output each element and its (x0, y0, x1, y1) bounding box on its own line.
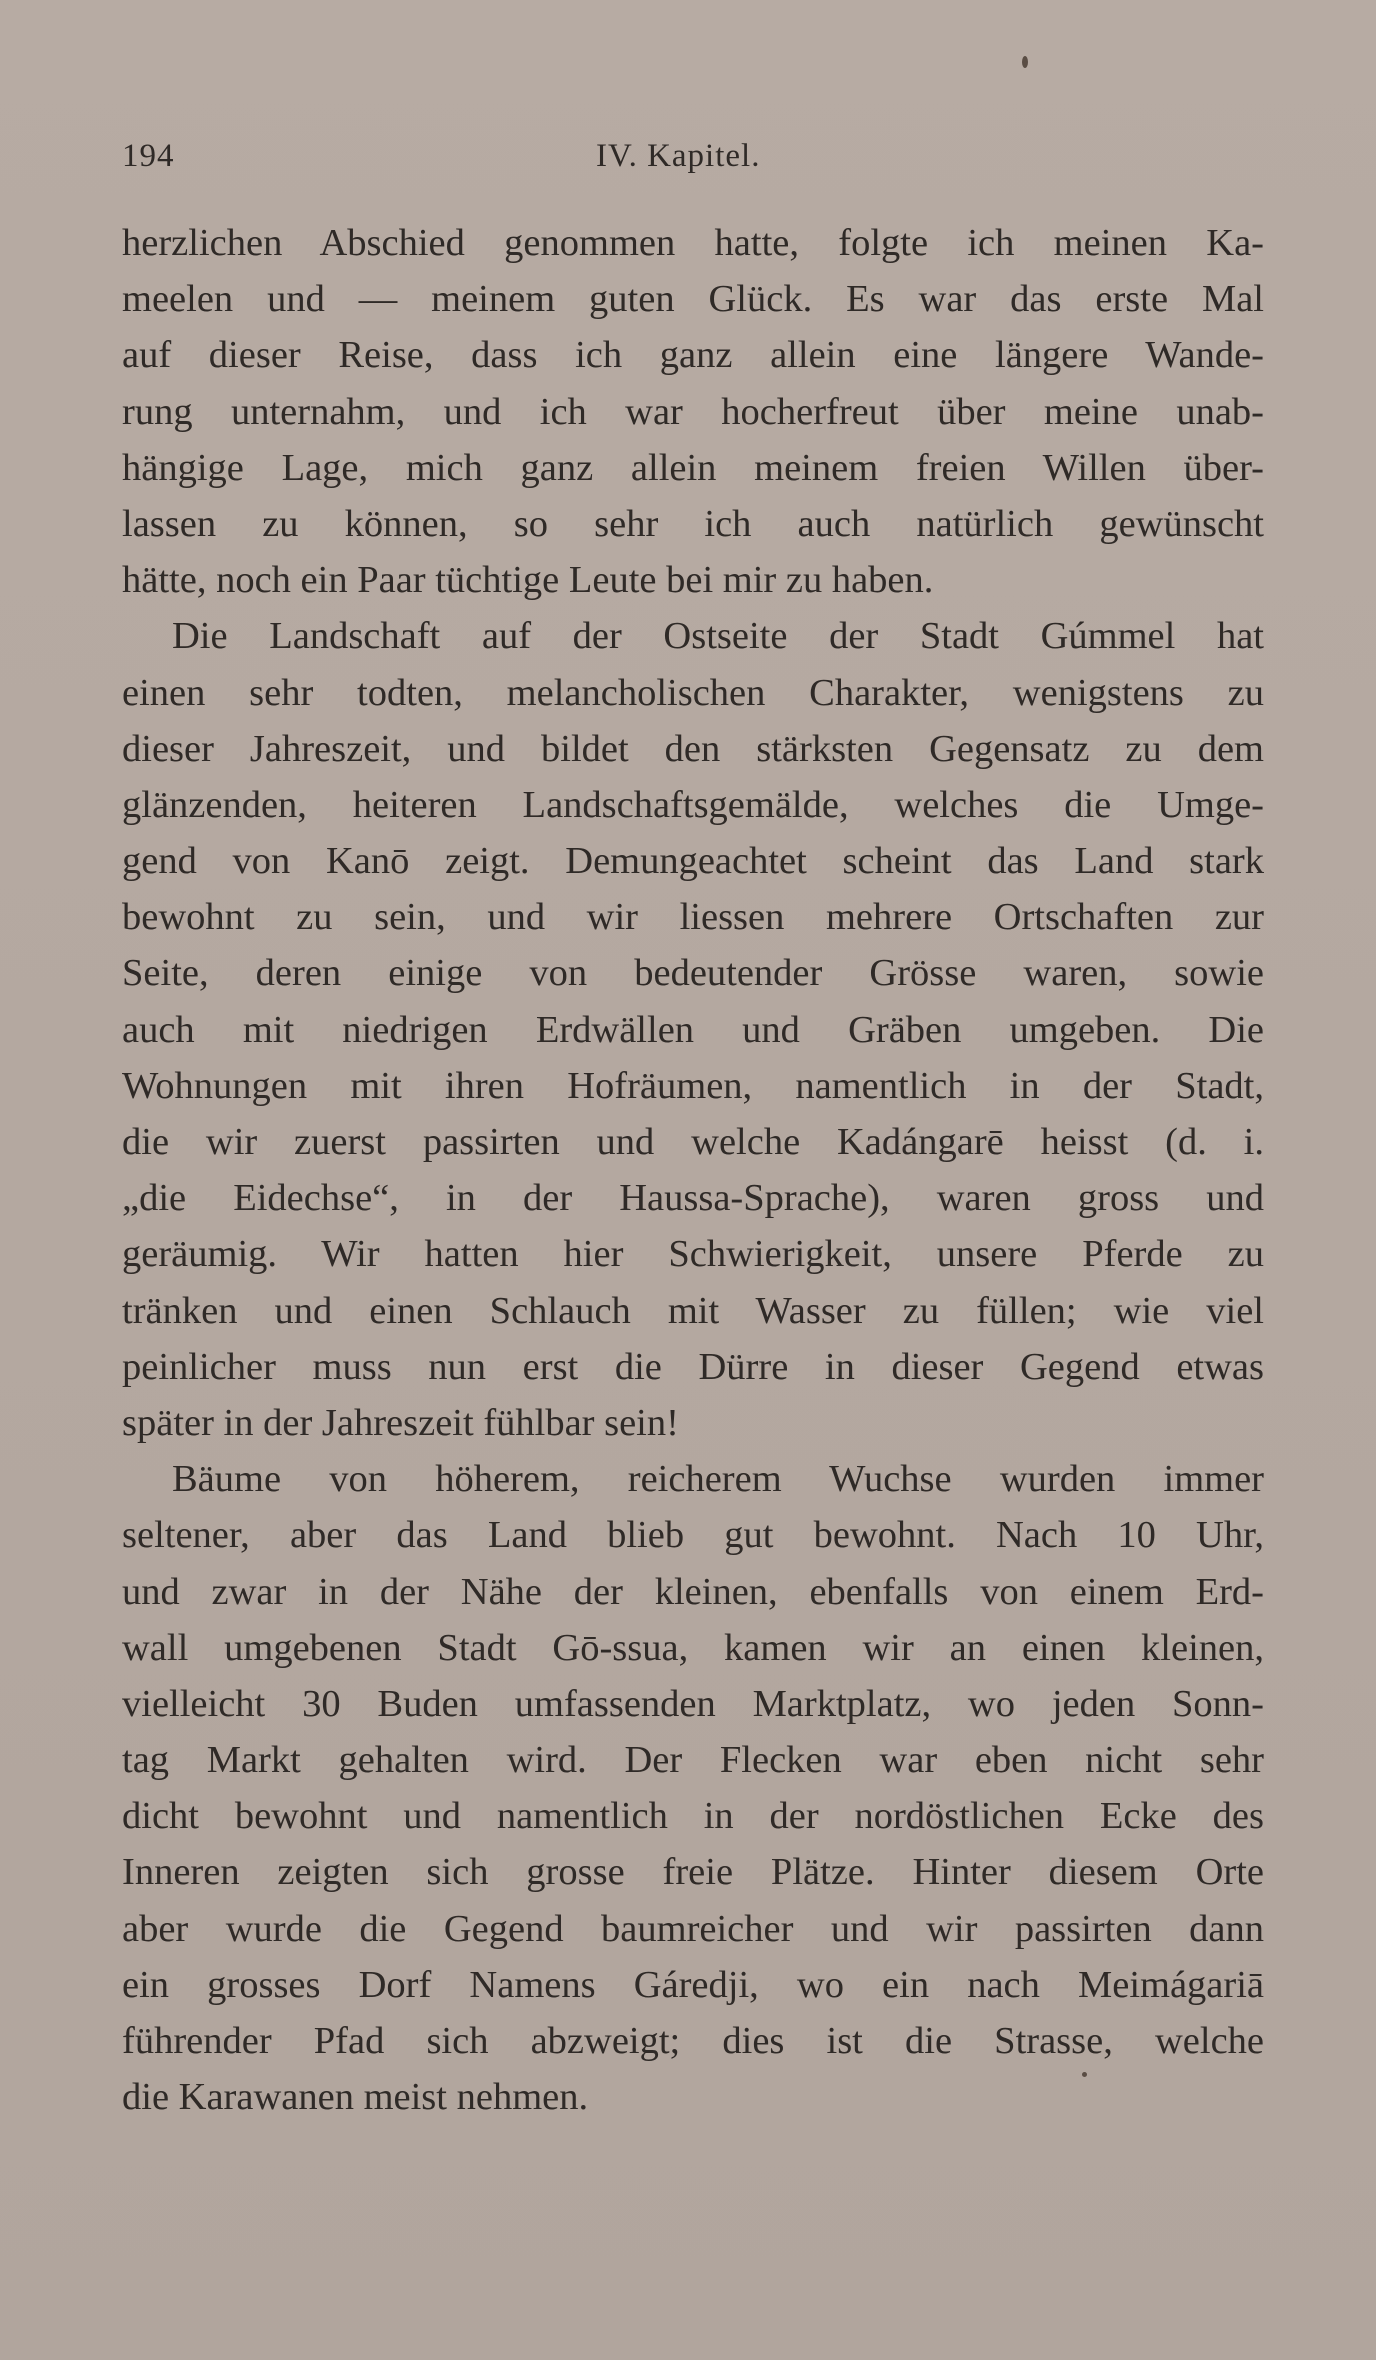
text-line: bewohnt zu sein, und wir liessen mehrere Ortschaften zur (122, 896, 1264, 939)
running-head: IV. Kapitel. (596, 138, 761, 174)
text-line: rung unternahm, und ich war hocherfreut über meine unab- (122, 390, 1264, 433)
text-line: seltener, aber das Land blieb gut bewohnt. Nach 10 Uhr, (122, 1514, 1264, 1557)
text-line: hängige Lage, mich ganz allein meinem freien Willen über- (122, 446, 1264, 489)
text-line: gend von Kanō zeigt. Demungeachtet scheint das Land stark (122, 840, 1264, 883)
text-line: Wohnungen mit ihren Hofräumen, namentlich in der Stadt, (122, 1064, 1264, 1107)
page-number: 194 (122, 138, 175, 174)
text-line: auf dieser Reise, dass ich ganz allein eine längere Wande- (122, 334, 1264, 377)
page-header (120, 138, 1266, 188)
text-line: später in der Jahreszeit fühlbar sein! (122, 1401, 679, 1444)
text-line: vielleicht 30 Buden umfassenden Marktplatz, wo jeden Sonn- (122, 1682, 1264, 1725)
text-line: hätte, noch ein Paar tüchtige Leute bei mir zu haben. (122, 559, 934, 602)
text-line: herzlichen Abschied genommen hatte, folgte ich meinen Ka- (122, 222, 1264, 264)
paragraph (122, 608, 1264, 1451)
paragraph (122, 1451, 1264, 2125)
ink-speck (1022, 56, 1028, 68)
text-line: geräumig. Wir hatten hier Schwierigkeit, unsere Pferde zu (122, 1233, 1264, 1276)
text-line: Inneren zeigten sich grosse freie Plätze. Hinter diesem Orte (122, 1851, 1264, 1894)
text-line: aber wurde die Gegend baumreicher und wir passirten dann (122, 1907, 1264, 1950)
text-line: tränken und einen Schlauch mit Wasser zu füllen; wie viel (122, 1289, 1264, 1332)
text-line: Bäume von höherem, reicherem Wuchse wurden immer (172, 1458, 1264, 1501)
text-line: ein grosses Dorf Namens Gáredji, wo ein nach Meimágariā (122, 1963, 1264, 2006)
text-line: Die Landschaft auf der Ostseite der Stadt Gúmmel hat (172, 615, 1264, 658)
text-line: wall umgebenen Stadt Gō-ssua, kamen wir an einen kleinen, (122, 1626, 1264, 1669)
text-line: „die Eidechse“, in der Haussa-Sprache), waren gross und (122, 1177, 1264, 1220)
text-line: meelen und — meinem guten Glück. Es war das erste Mal (122, 278, 1264, 321)
text-line: die Karawanen meist nehmen. (122, 2076, 589, 2119)
text-line: glänzenden, heiteren Landschaftsgemälde, welches die Umge- (122, 783, 1264, 826)
text-line: tag Markt gehalten wird. Der Flecken war eben nicht sehr (122, 1739, 1264, 1782)
body-text (122, 215, 1264, 2125)
text-line: dieser Jahreszeit, und bildet den stärksten Gegensatz zu dem (122, 727, 1264, 770)
paragraph (122, 215, 1264, 608)
text-line: peinlicher muss nun erst die Dürre in dieser Gegend etwas (122, 1345, 1264, 1388)
text-line: und zwar in der Nähe der kleinen, ebenfalls von einem Erd- (122, 1570, 1264, 1613)
text-line: einen sehr todten, melancholischen Charakter, wenigstens zu (122, 671, 1264, 714)
text-line: auch mit niedrigen Erdwällen und Gräben umgeben. Die (122, 1008, 1264, 1051)
text-line: führender Pfad sich abzweigt; dies ist die Strasse, welche (122, 2020, 1264, 2062)
text-line: die wir zuerst passirten und welche Kadángarē heisst (d. i. (122, 1121, 1264, 1163)
text-line: Seite, deren einige von bedeutender Grösse waren, sowie (122, 952, 1264, 995)
text-line: dicht bewohnt und namentlich in der nordöstlichen Ecke des (122, 1795, 1264, 1838)
text-line: lassen zu können, so sehr ich auch natürlich gewünscht (122, 502, 1264, 545)
